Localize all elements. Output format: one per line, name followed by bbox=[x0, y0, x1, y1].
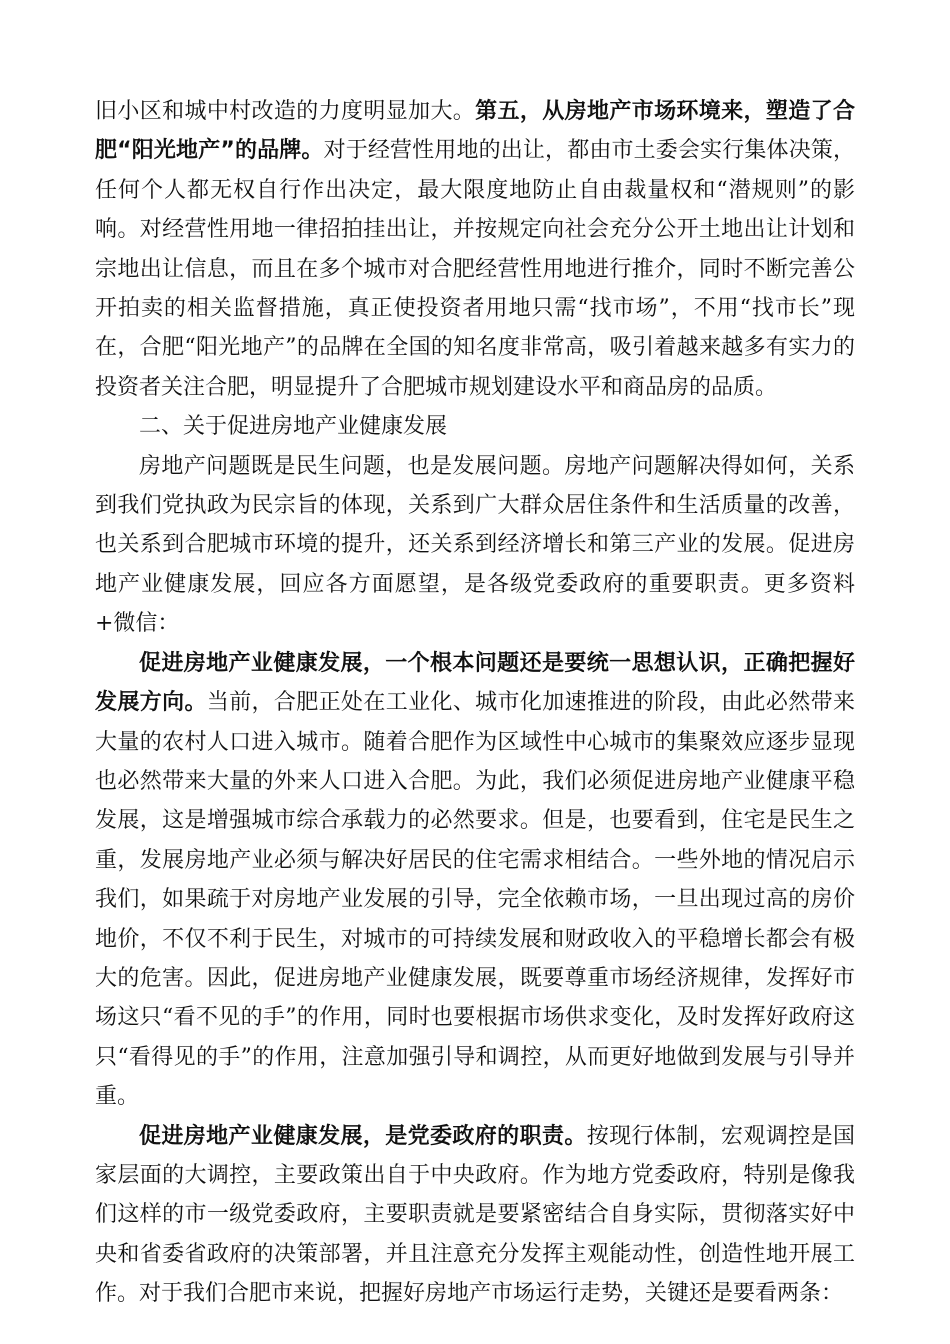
paragraph bbox=[95, 1117, 855, 1314]
document-body bbox=[95, 92, 855, 1314]
paragraph bbox=[95, 644, 855, 1117]
paragraph-text: 房地产问题既是民生问题，也是发展问题。房地产问题解决得如何，关系到我们党执政为民宗旨的体现，关系到广大群众居住条件和生活质量的改善，也关系到合肥城市环境的提升，还关系到经济增长和第三产业的发展。促进房地产业健康发展，回应各方面愿望，是各级党委政府的重要职责。更多资料+微信： bbox=[95, 453, 855, 637]
paragraph-text: 旧小区和城中村改造的力度明显加大。 bbox=[95, 99, 476, 124]
paragraph-continuation bbox=[95, 92, 855, 407]
paragraph-text: 对于经营性用地的出让，都由市土委会实行集体决策，任何个人都无权自行作出决定，最大限度地防止自由裁量权和“潜规则”的影响。对经营性用地一律招拍挂出让，并按规定向社会充分公开土地出让计划和宗地出让信息，而且在多个城市对合肥经营性用地进行推介，同时不断完善公开拍卖的相关监督措施，真正使投资者用地只需“找市场”，不用“找市长”现在，合肥“阳光地产”的品牌在全国的知名度非常高，吸引着越来越多有实力的投资者关注合肥，明显提升了合肥城市规划建设水平和商品房的品质。 bbox=[95, 138, 855, 400]
paragraph bbox=[95, 447, 855, 644]
bold-lead-sentence: 促进房地产业健康发展，一个根本问题还是要统一思想认识，正确把握好发展方向。 bbox=[95, 650, 855, 716]
paragraph-text: 按现行体制，宏观调控是国家层面的大调控，主要政策出自于中央政府。作为地方党委政府，特别是像我们这样的市一级党委政府，主要职责就是要紧密结合自身实际，贯彻落实好中央和省委省政府的决策部署，并且注意充分发挥主观能动性，创造性地开展工作。对于我们合肥市来说，把握好房地产市场运行走势，关键还是要看两条： bbox=[95, 1123, 855, 1307]
bold-lead-sentence: 第五，从房地产市场环境来，塑造了合肥“阳光地产”的品牌。 bbox=[95, 99, 855, 164]
section-heading: 二、关于促进房地产业健康发展 bbox=[139, 414, 448, 440]
paragraph-text: 当前，合肥正处在工业化、城市化加速推进的阶段，由此必然带来大量的农村人口进入城市。随着合肥作为区域性中心城市的集聚效应逐步显现也必然带来大量的外来人口进入合肥。为此，我们必须促进房地产业健康平稳发展，这是增强城市综合承载力的必然要求。但是，也要看到，住宅是民生之重，发展房地产业必须与解决好居民的住宅需求相结合。一些外地的情况启示我们，如果疏于对房地产业发展的引导，完全依赖市场，一旦出现过高的房价地价，不仅不利于民生，对城市的可持续发展和财政收入的平稳增长都会有极大的危害。因此，促进房地产业健康发展，既要尊重市场经济规律，发挥好市场这只“看不见的手”的作用，同时也要根据市场供求变化，及时发挥好政府这只“看得见的手”的作用，注意加强引导和调控，从而更好地做到发展与引导并重。 bbox=[95, 690, 855, 1110]
bold-lead-sentence: 促进房地产业健康发展，是党委政府的职责。 bbox=[139, 1123, 587, 1149]
